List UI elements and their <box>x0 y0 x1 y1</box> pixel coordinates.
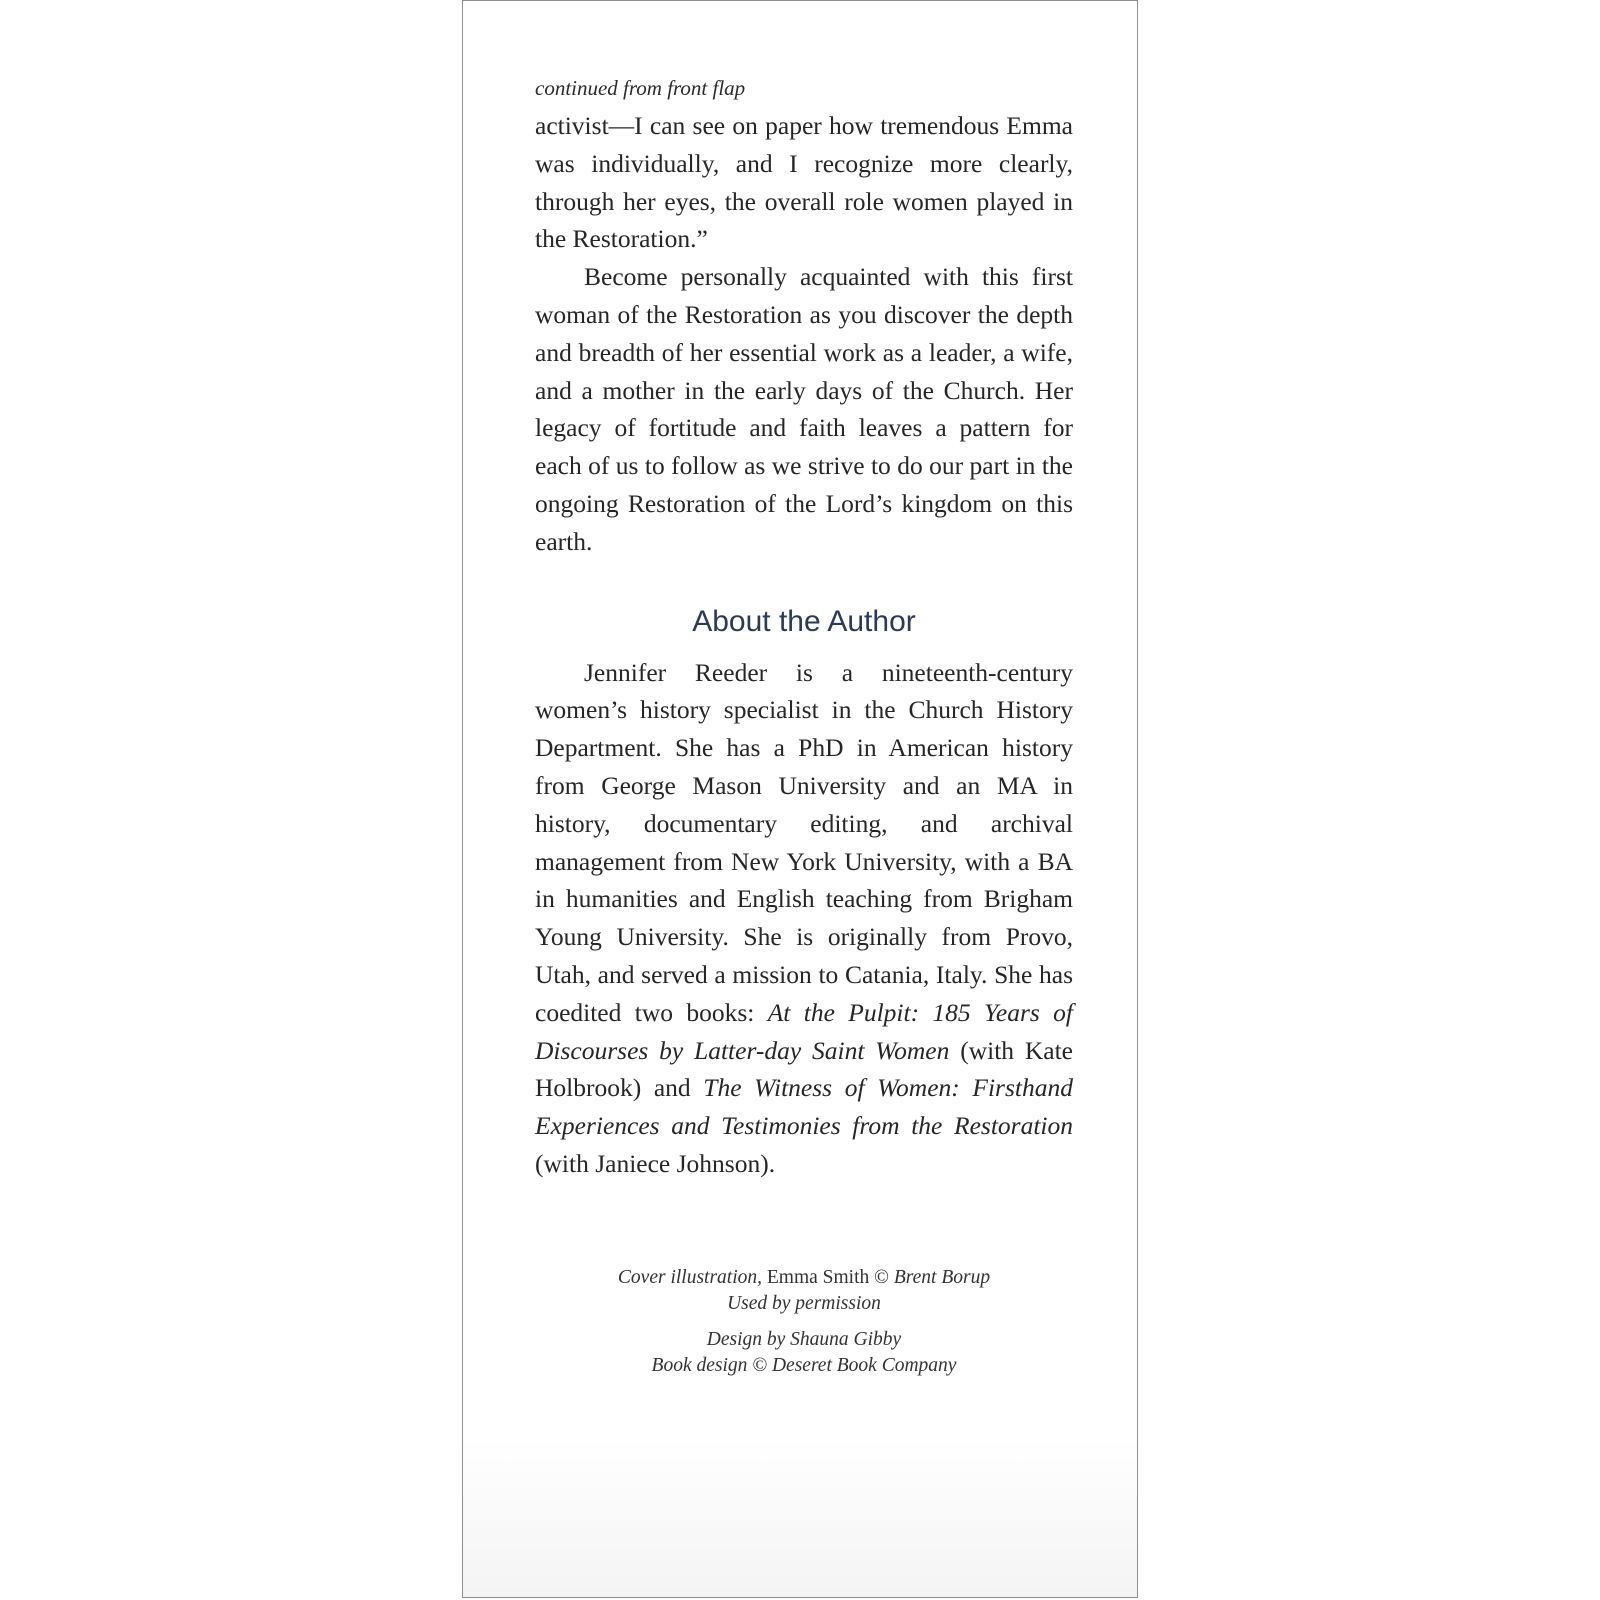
designer-line: Design by Shauna Gibby <box>706 1328 902 1350</box>
book-design-line: Book design © Deseret Book Company <box>651 1354 957 1376</box>
about-author-heading: About the Author <box>692 604 916 638</box>
permission-line: Used by permission <box>727 1292 881 1314</box>
author-bio <box>535 654 1073 1183</box>
book-title-at-the-pulpit: At the Pulpit: 185 Years of Discourses by Latter-day Saint Women <box>535 997 1073 1065</box>
continued-note: continued from front flap <box>535 76 746 100</box>
cover-credit-group <box>535 1265 1073 1317</box>
intro-paragraph: activist—I can see on paper how tremendous Emma was individually, and I recognize more clearly, through her eyes, the overall role women played in the Restoration.” <box>535 111 1073 254</box>
flap-content <box>535 73 1073 1389</box>
bio-text-2: (with Kate Holbrook) and <box>535 1035 1073 1103</box>
bio-text-1: Jennifer Reeder is a nineteenth-century women’s history specialist in the Church History Department. She has a PhD in American history from George Mason University and an MA in history, documentary editing, and archival management from New York University, with a BA in humanities and English teaching from Brigham Young University. She is originally from Provo, Utah, and served a mission to Catania, Italy. She has coedited two books: <box>535 657 1073 1027</box>
cover-credit-artist: Brent Borup <box>893 1266 991 1288</box>
design-credit-group <box>535 1327 1073 1379</box>
back-flap <box>462 0 1138 1598</box>
bio-text-3: (with Janiece Johnson). <box>535 1148 776 1178</box>
cover-credit-line <box>535 1265 1073 1291</box>
cover-credit-subject: Emma Smith © <box>762 1266 894 1288</box>
cover-credit-label: Cover illustration, <box>617 1266 763 1288</box>
book-title-witness-of-women: The Witness of Women: Firsthand Experiences and Testimonies from the Restoration <box>535 1073 1073 1141</box>
credits <box>535 1265 1073 1379</box>
description-paragraph: Become personally acquainted with this first woman of the Restoration as you discover the depth and breadth of her essential work as a leader, a wife, and a mother in the early days of the Church. Her legacy of fortitude and faith leaves a pattern for each of us to follow as we strive to do our part in the ongoing Restoration of the Lord’s kingdom on this earth. <box>535 262 1073 556</box>
